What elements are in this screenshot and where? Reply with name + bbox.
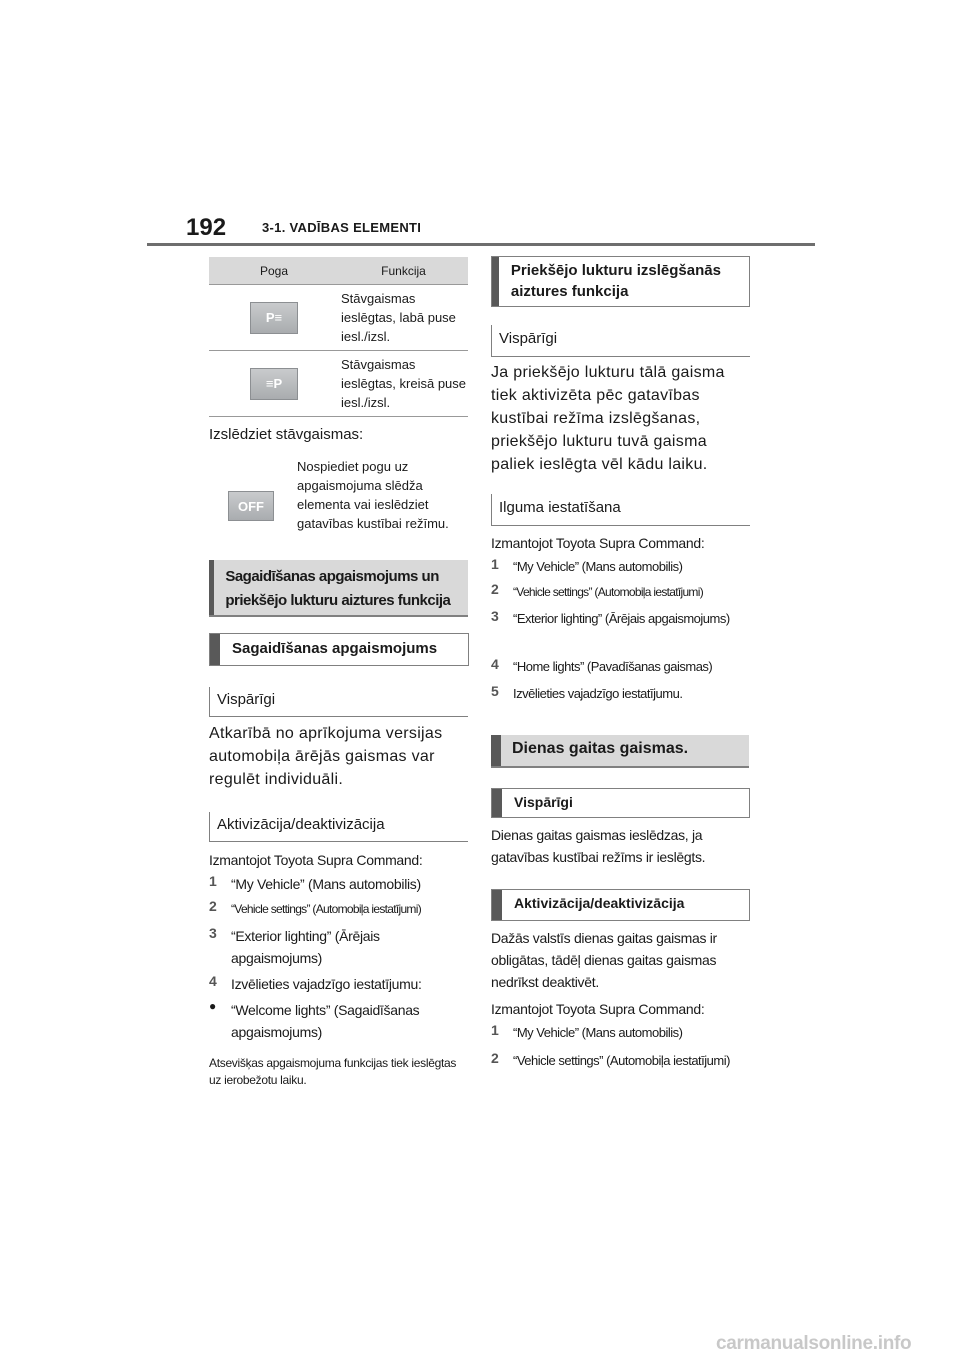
duration-heading: Ilguma iestatīšana bbox=[491, 494, 750, 526]
drl-section-header bbox=[491, 735, 749, 768]
list-item: 1 “My Vehicle” (Mans automobilis) bbox=[491, 556, 683, 574]
headlight-section-header bbox=[491, 256, 750, 307]
bullet-item: ● “Welcome lights” (Sagaidīšanas apgaismojums) bbox=[209, 999, 467, 1047]
list-item: 3 “Exterior lighting” (Ārējais apgaismojums) bbox=[209, 925, 380, 966]
page-number: 192 bbox=[186, 214, 227, 241]
table-cell-function: Stāvgaismas ieslēgtas, labā puse iesl./izsl. bbox=[341, 291, 456, 344]
list-item: 2 “Vehicle settings” (Automobiļa iestatījumi) bbox=[209, 898, 421, 916]
parking-light-left-icon: ≡P bbox=[250, 368, 298, 400]
off-button-icon: OFF bbox=[228, 491, 274, 521]
drl-activation-text: Dažās valstīs dienas gaitas gaismas ir obligātas, tādēļ dienas gaitas gaismas nedrīkst deaktivēt. bbox=[491, 930, 717, 990]
table-row bbox=[209, 351, 468, 417]
activation-heading: Aktivizācija/deaktivizācija bbox=[209, 812, 468, 842]
list-item: 2 “Vehicle settings” (Automobiļa iestatījumi) bbox=[491, 1050, 730, 1068]
drl-activation-header: Aktivizācija/deaktivizācija bbox=[491, 889, 750, 921]
table-cell-function: Stāvgaismas ieslēgtas, kreisā puse iesl./izsl. bbox=[341, 357, 467, 410]
list-item: 1 “My Vehicle” (Mans automobilis) bbox=[491, 1022, 683, 1040]
section-title: Sagaidīšanas apgaismojums un priekšējo lukturu aiztures funkcija bbox=[225, 568, 451, 609]
left-steps bbox=[209, 873, 467, 1047]
list-item: 3 “Exterior lighting” (Ārējais apgaismojums) bbox=[491, 608, 730, 626]
right-steps-2 bbox=[491, 1022, 749, 1098]
headlight-general-text: Ja priekšējo lukturu tālā gaisma tiek aktivizēta pēc gatavības kustībai režīma izslēgšanas, priekšējo lukturu tuvā gaisma paliek ieslēgta vēl kādu laiku. bbox=[491, 364, 725, 473]
off-intro: Izslēdziet stāvgaismas: bbox=[209, 426, 364, 443]
button-function-table bbox=[209, 257, 468, 417]
drl-section-title: Dienas gaitas gaismas. bbox=[512, 740, 689, 757]
note-text: Atsevišķas apgaismojuma funkcijas tiek ieslēgtas uz ierobežotu laiku. bbox=[209, 1056, 457, 1087]
general-heading: Vispārīgi bbox=[491, 325, 750, 357]
parking-light-right-icon: P≡ bbox=[250, 302, 298, 334]
section-header bbox=[209, 560, 468, 617]
list-item: 4 “Home lights” (Pavadīšanas gaismas) bbox=[491, 656, 713, 674]
right-steps bbox=[491, 556, 749, 708]
headlight-section-title: Priekšējo lukturu izslēgšanās aiztures funkcija bbox=[510, 262, 721, 300]
general-heading: Vispārīgi bbox=[209, 687, 468, 717]
list-item: 4 Izvēlieties vajadzīgo iestatījumu: bbox=[209, 973, 422, 992]
general-text: Atkarībā no aprīkojuma versijas automobiļa ārējās gaismas var regulēt individuāli. bbox=[209, 725, 443, 788]
col-header-function: Funkcija bbox=[381, 263, 426, 278]
table-row bbox=[209, 285, 468, 351]
chapter-title: 3-1. VADĪBAS ELEMENTI bbox=[262, 220, 422, 235]
off-description: Nospiediet pogu uz apgaismojuma slēdža elementa vai ieslēdziet gatavības kustībai režīmu. bbox=[297, 459, 449, 531]
list-item: 2 “Vehicle settings” (Automobiļa iestatījumi) bbox=[491, 581, 703, 599]
col-header-button: Poga bbox=[259, 263, 289, 278]
list-item: 1 “My Vehicle” (Mans automobilis) bbox=[209, 873, 421, 892]
drl-general-header: Vispārīgi bbox=[491, 788, 750, 818]
table-header bbox=[209, 257, 468, 285]
drl-general-text: Dienas gaitas gaismas ieslēdzas, ja gatavības kustībai režīms ir ieslēgts. bbox=[491, 827, 706, 865]
list-item: 5 Izvēlieties vajadzīgo iestatījumu. bbox=[491, 683, 683, 701]
command-intro-2: Izmantojot Toyota Supra Command: bbox=[491, 1001, 705, 1017]
header-rule bbox=[147, 243, 815, 246]
command-intro: Izmantojot Toyota Supra Command: bbox=[209, 852, 423, 868]
bullet-icon: ● bbox=[209, 999, 217, 1013]
command-intro: Izmantojot Toyota Supra Command: bbox=[491, 535, 705, 551]
watermark: carmanualsonline.info bbox=[716, 1333, 912, 1354]
subsection-header bbox=[209, 633, 469, 666]
subsection-title: Sagaidīšanas apgaismojums bbox=[232, 640, 438, 657]
